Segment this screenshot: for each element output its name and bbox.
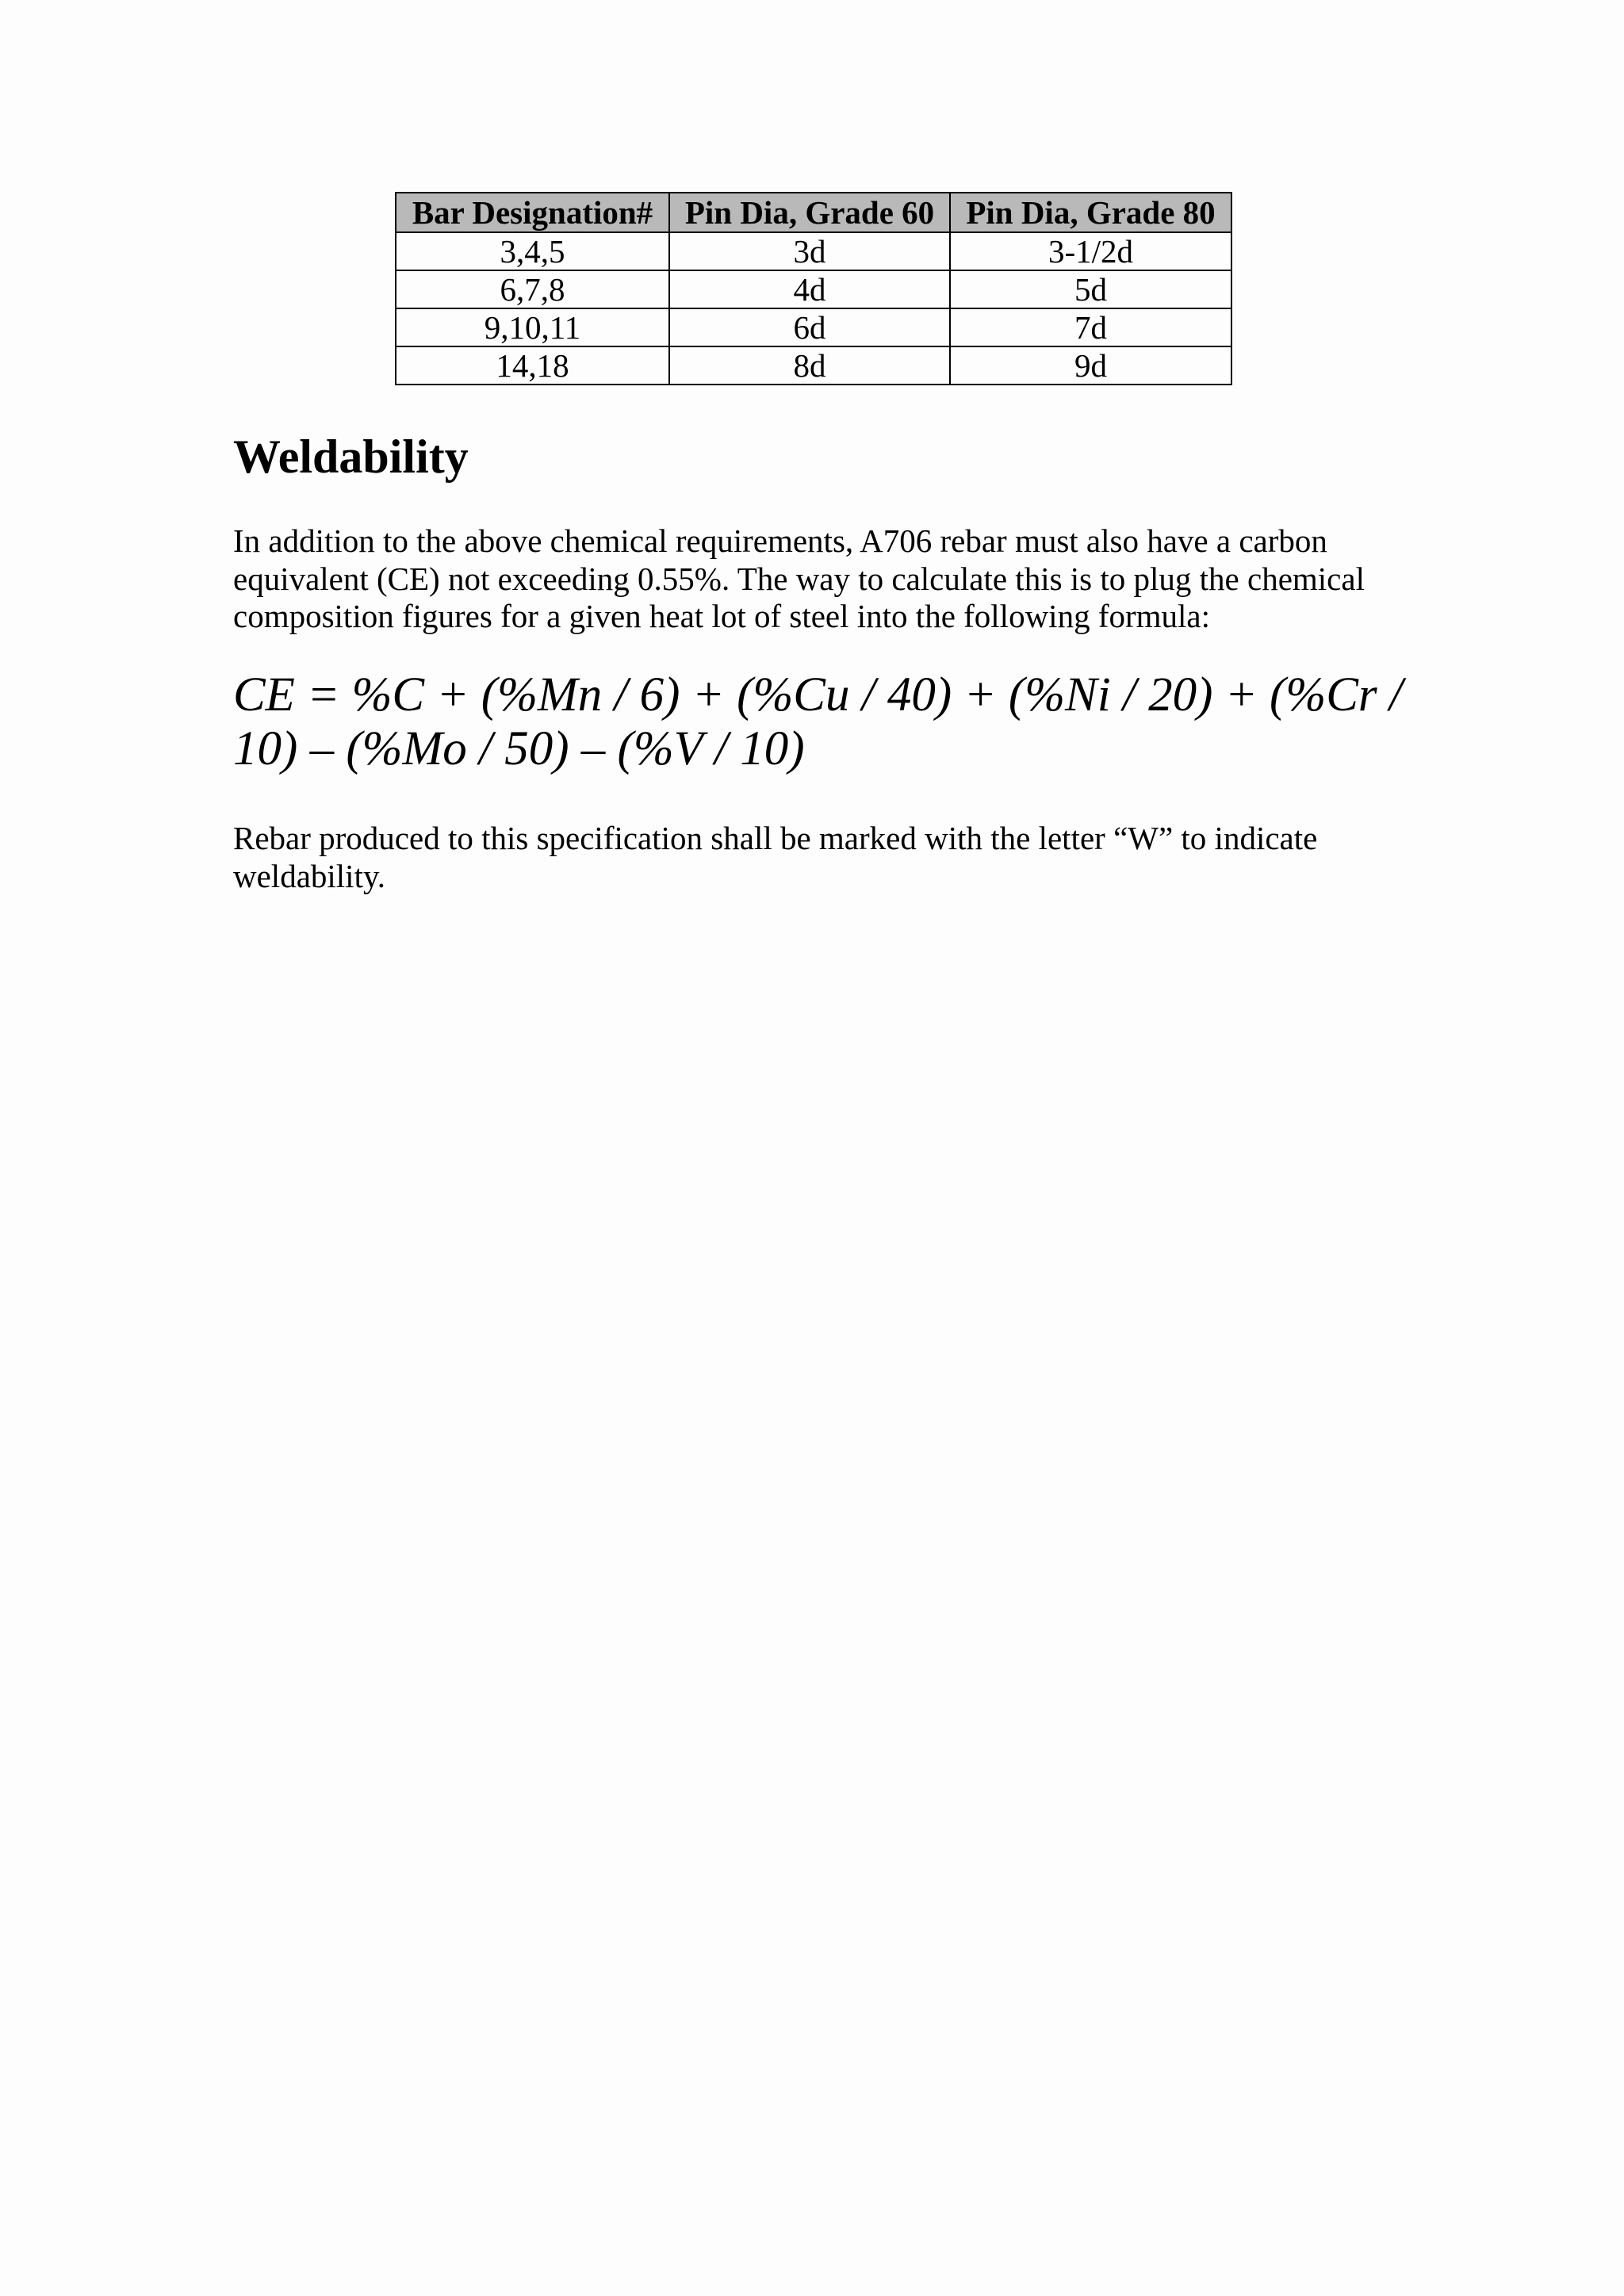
cell-bar-designation: 6,7,8: [396, 270, 669, 308]
paragraph-line: weldability.: [233, 857, 386, 894]
paragraph-line: equivalent (CE) not exceeding 0.55%. The way to calculate this is to plug the chemical: [233, 560, 1365, 597]
cell-grade-60: 6d: [669, 308, 950, 346]
paragraph-line: composition figures for a given heat lot of steel into the following formula:: [233, 598, 1211, 634]
intro-paragraph: [233, 522, 1407, 636]
table-row: [396, 308, 1231, 346]
cell-grade-60: 3d: [669, 232, 950, 270]
cell-grade-80: 5d: [950, 270, 1231, 308]
paragraph-line: In addition to the above chemical requirements, A706 rebar must also have a carbon: [233, 522, 1327, 559]
table-header-row: [396, 193, 1231, 232]
header-bar-designation: Bar Designation#: [396, 193, 669, 232]
cell-grade-80: 7d: [950, 308, 1231, 346]
formula-line: 10) – (%Mo / 50) – (%V / 10): [233, 722, 805, 775]
table-row: [396, 232, 1231, 270]
carbon-equivalent-formula: [233, 668, 1407, 776]
table-row: [396, 270, 1231, 308]
cell-grade-80: 9d: [950, 346, 1231, 385]
cell-grade-60: 4d: [669, 270, 950, 308]
header-pin-dia-grade-60: Pin Dia, Grade 60: [669, 193, 950, 232]
cell-bar-designation: 9,10,11: [396, 308, 669, 346]
formula-line: CE = %C + (%Mn / 6) + (%Cu / 40) + (%Ni / 20) + (%Cr /: [233, 668, 1403, 721]
header-pin-dia-grade-80: Pin Dia, Grade 80: [950, 193, 1231, 232]
cell-grade-60: 8d: [669, 346, 950, 385]
table-row: [396, 346, 1231, 385]
cell-bar-designation: 3,4,5: [396, 232, 669, 270]
pin-diameter-table: [395, 192, 1232, 385]
cell-bar-designation: 14,18: [396, 346, 669, 385]
cell-grade-80: 3-1/2d: [950, 232, 1231, 270]
marking-paragraph: [233, 820, 1407, 895]
section-heading: Weldability: [233, 430, 469, 483]
paragraph-line: Rebar produced to this specification shall be marked with the letter “W” to indicate: [233, 820, 1318, 856]
